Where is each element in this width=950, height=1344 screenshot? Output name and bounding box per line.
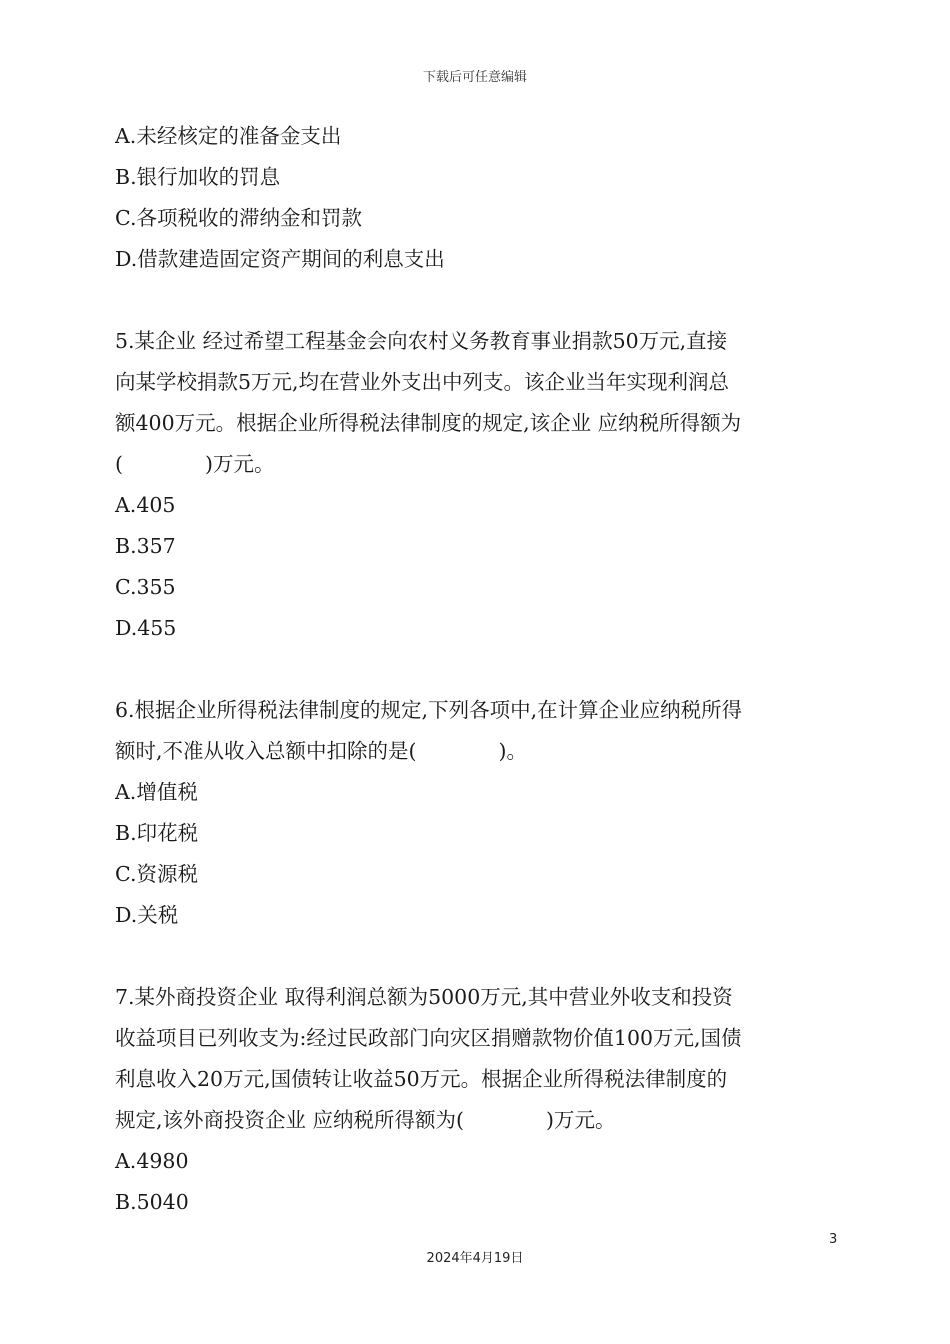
- option-d: D.455: [115, 616, 177, 640]
- option-a: A.405: [115, 493, 176, 517]
- question-text-line: ( )万元。: [115, 452, 275, 476]
- option-d: D.关税: [115, 903, 179, 927]
- question-text-line: 规定,该外商投资企业 应纳税所得额为( )万元。: [115, 1108, 616, 1132]
- question-text-line: 额时,不准从收入总额中扣除的是( )。: [115, 739, 528, 763]
- question-text-line: 7.某外商投资企业 取得利润总额为5000万元,其中营业外收支和投资: [115, 985, 733, 1009]
- page-number: 3: [829, 1232, 838, 1247]
- question-text-line: 5.某企业 经过希望工程基金会向农村义务教育事业捐款50万元,直接: [115, 329, 728, 353]
- document-body: [115, 116, 845, 1223]
- option-c: C.355: [115, 575, 176, 599]
- question-text-line: 收益项目已列收支为:经过民政部门向灾区捐赠款物价值100万元,国债: [115, 1026, 742, 1050]
- question-6: [115, 690, 845, 936]
- option-a: A.4980: [115, 1149, 189, 1173]
- page-header: 下载后可任意编辑: [422, 70, 527, 85]
- question-text-line: 额400万元。根据企业所得税法律制度的规定,该企业 应纳税所得额为: [115, 411, 742, 435]
- page-footer-date: 2024年4月19日: [426, 1251, 524, 1266]
- option-b: B.357: [115, 534, 176, 558]
- question-5: [115, 321, 845, 649]
- option-a: A.未经核定的准备金支出: [115, 124, 342, 148]
- option-b: B.5040: [115, 1190, 189, 1214]
- option-a: A.增值税: [115, 780, 198, 804]
- question-text-line: 6.根据企业所得税法律制度的规定,下列各项中,在计算企业应纳税所得: [115, 698, 743, 722]
- question-7: [115, 977, 845, 1223]
- previous-question-options: [115, 116, 845, 280]
- question-text-line: 利息收入20万元,国债转让收益50万元。根据企业所得税法律制度的: [115, 1067, 728, 1091]
- option-c: C.各项税收的滞纳金和罚款: [115, 206, 362, 230]
- option-c: C.资源税: [115, 862, 198, 886]
- option-b: B.银行加收的罚息: [115, 165, 281, 189]
- question-text-line: 向某学校捐款5万元,均在营业外支出中列支。该企业当年实现利润总: [115, 370, 730, 394]
- option-d: D.借款建造固定资产期间的利息支出: [115, 247, 445, 271]
- option-b: B.印花税: [115, 821, 199, 845]
